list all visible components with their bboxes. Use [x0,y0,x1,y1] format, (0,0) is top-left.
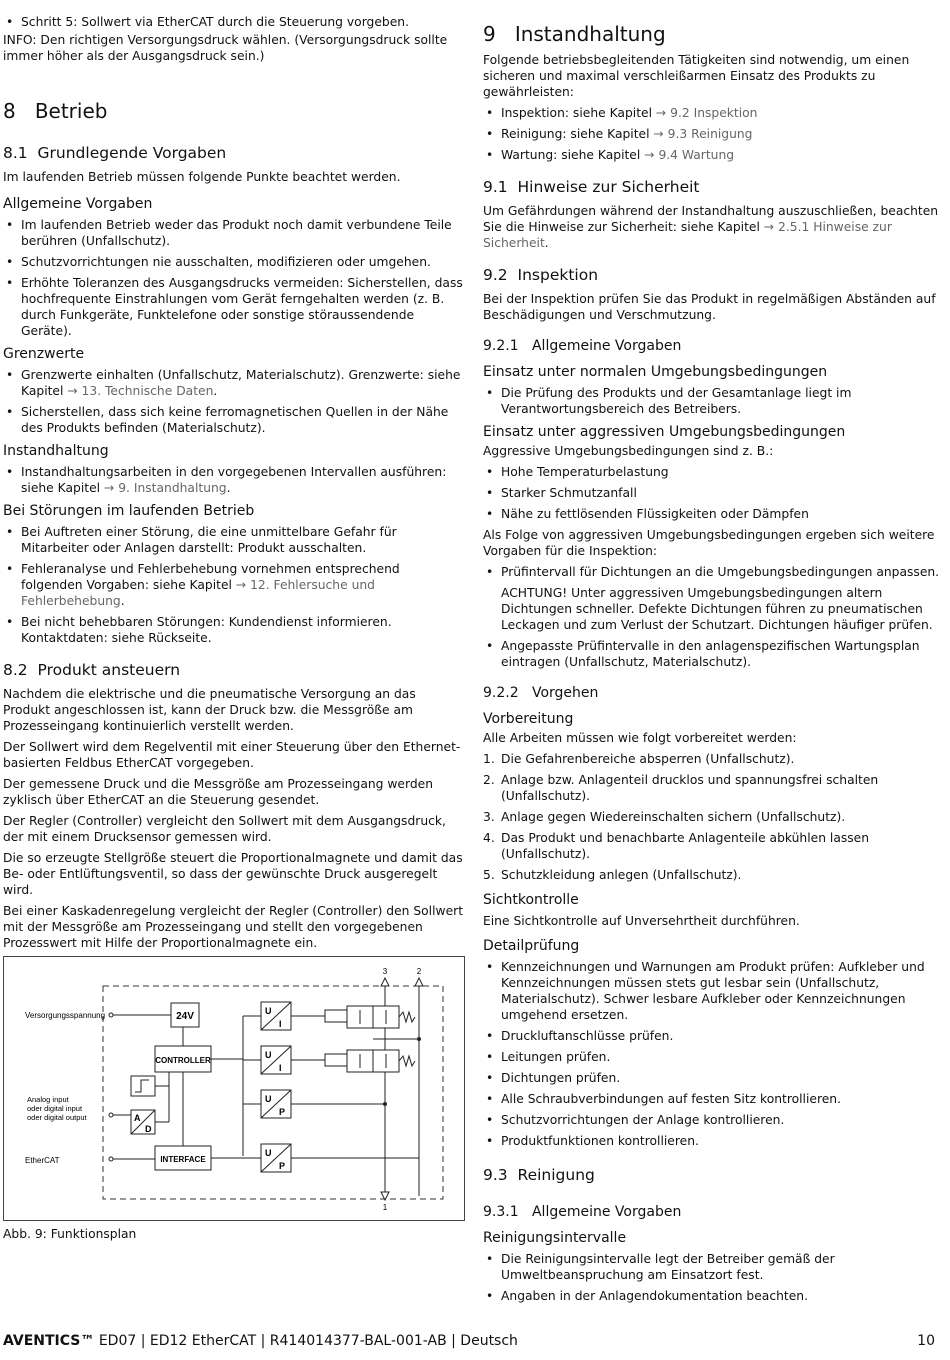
list-item: • Angepasste Prüfintervalle in den anlagenspezifischen Wartungsplan eintragen (Unfallschutz, Materialschutz). [483,638,945,670]
analog-label-1: Analog input [27,1095,69,1104]
aggressive-conditions-list [483,464,945,522]
maintenance-list [3,464,465,496]
list-item: • Hohe Temperaturbelastung [483,464,945,480]
document-id: ED07 | ED12 EtherCAT | R414014377-BAL-001-AB | Deutsch [94,1333,518,1349]
right-column [483,22,945,1309]
paragraph: Bei einer Kaskadenregelung vergleicht der Regler (Controller) den Sollwert mit der Messgröße am Prozesseingang und stellt den vorgegebenen Prozesswert mit Hilfe der Proportionalmagnete ein. [3,904,464,950]
brand-name: AVENTICS™ [3,1333,95,1349]
svg-text:P: P [279,1107,286,1117]
subheading-stoerungen: Bei Störungen im laufenden Betrieb [3,503,255,519]
subheading-instandhaltung: Instandhaltung [3,443,109,459]
preparation-steps [483,751,945,883]
svg-text:I: I [279,1063,282,1073]
ui-block-2 [261,1046,291,1074]
section-heading-9-2-1: 9.2.1 Allgemeine Vorgaben [483,338,682,354]
section-heading-8-1: 8.1 Grundlegende Vorgaben [3,144,227,162]
list-item: • Alle Schraubverbindungen auf festen Sitz kontrollieren. [483,1091,945,1107]
list-item: • Wartung: siehe Kapitel → 9.4 Wartung [483,147,945,163]
info-note: INFO: Den richtigen Versorgungsdruck wählen. (Versorgungsdruck sollte immer höher als der Ausgangsdruck sein.) [3,33,448,63]
list-item: • Leitungen prüfen. [483,1049,945,1065]
svg-text:U: U [265,1050,272,1060]
step-item: 5. Schutzkleidung anlegen (Unfallschutz). [483,868,742,882]
ad-label-d: D [145,1124,152,1134]
svg-text:U: U [265,1006,272,1016]
list-item: • Die Prüfung des Produkts und der Gesamtanlage liegt im Verantwortungsbereich des Betreibers. [483,385,945,417]
subheading-allgemeine-vorgaben: Allgemeine Vorgaben [3,196,153,212]
list-item: • Instandhaltungsarbeiten in den vorgegebenen Intervallen ausführen: siehe Kapitel → 9. Instandhaltung. [3,464,465,496]
page-number: 10 [917,1333,935,1349]
ad-label-a: A [134,1113,141,1123]
cleaning-list [483,1251,945,1304]
inspection-rules-list [483,564,945,670]
list-item: • Grenzwerte einhalten (Unfallschutz, Materialschutz). Grenzwerte: siehe Kapitel → 13. Technische Daten. [3,367,465,399]
list-item: • Schutzvorrichtungen der Anlage kontrollieren. [483,1112,945,1128]
section-heading-9-3-1: 9.3.1 Allgemeine Vorgaben [483,1204,682,1220]
paragraph: Der Sollwert wird dem Regelventil mit einer Steuerung über den Ethernet- basierten Feldbus EtherCAT vorgegeben. [3,740,461,770]
section-heading-9-3: 9.3 Reinigung [483,1166,595,1184]
up-block-1 [261,1090,291,1118]
paragraph: Aggressive Umgebungsbedingungen sind z. B.: [483,444,774,458]
power-block-label: 24V [176,1011,194,1022]
paragraph: Eine Sichtkontrolle auf Unversehrtheit durchführen. [483,914,800,928]
paragraph: Um Gefährdungen während der Instandhaltung auszuschließen, beachten Sie die Hinweise zur Sicherheit: siehe Kapitel → 2.5.1 Hinweise zur Sicherheit. [483,204,939,250]
subheading-reinigungsintervalle: Reinigungsintervalle [483,1230,627,1246]
figure-caption: Abb. 9: Funktionsplan [3,1227,137,1241]
section-heading-8-2: 8.2 Produkt ansteuern [3,661,181,679]
chapter-link[interactable]: 2.5.1 Hinweise zur Sicherheit [483,220,892,250]
port-3-label: 3 [382,967,388,976]
paragraph: Der gemessene Druck und die Messgröße am Prozesseingang werden zyklisch über EtherCAT an die Steuerung gesendet. [3,777,434,807]
list-item: • Sicherstellen, dass sich keine ferromagnetischen Quellen in der Nähe des Produkts befinden (Materialschutz). [3,404,465,436]
paragraph: Die so erzeugte Stellgröße steuert die Proportionalmagnete und damit das Be- oder Entlüftungsventil, so dass der gewünschte Druck ausgeregelt wird. [3,851,463,897]
section-heading-9: 9 Instandhaltung [483,22,666,46]
section-heading-9-2-2: 9.2.2 Vorgehen [483,685,599,701]
analog-label-3: oder digital output [27,1113,87,1122]
step-list [3,14,465,30]
list-item: • Inspektion: siehe Kapitel → 9.2 Inspektion [483,105,945,121]
paragraph: Alle Arbeiten müssen wie folgt vorbereitet werden: [483,731,797,745]
subheading-grenzwerte: Grenzwerte [3,346,85,362]
left-column [3,14,465,956]
list-item: • Nähe zu fettlösenden Flüssigkeiten oder Dämpfen [483,506,945,522]
analog-label-2: oder digital input [27,1104,83,1113]
chapter-link[interactable]: 9. Instandhaltung [118,481,227,495]
step-item: 3. Anlage gegen Wiedereinschalten sichern (Unfallschutz). [483,810,846,824]
section-heading-9-1: 9.1 Hinweise zur Sicherheit [483,178,700,196]
up-block-2 [261,1144,291,1172]
subheading-vorbereitung: Vorbereitung [483,711,574,727]
chapter-link[interactable]: 9.3 Reinigung [667,127,753,141]
list-item: • Dichtungen prüfen. [483,1070,945,1086]
paragraph: Folgende betriebsbegleitenden Tätigkeiten sind notwendig, um einen sicheren und maximal verschleißarmen Einsatz des Produkts zu gewährleisten: [483,53,910,99]
svg-text:U: U [265,1148,272,1158]
list-item: • Produktfunktionen kontrollieren. [483,1133,945,1149]
list-item: • Kennzeichnungen und Warnungen am Produkt prüfen: Aufkleber und Kennzeichnungen müssen stets gut lesbar sein (Unfallschutz, Materialschutz). Schwer lesbare Aufkleber oder Kennzeichnungen umgehend ersetzen. [483,959,945,1023]
paragraph: Der Regler (Controller) vergleicht den Sollwert mit dem Ausgangsdruck, der mit einem Drucksensor gemessen wird. [3,814,446,844]
svg-text:U: U [265,1094,272,1104]
chapter-link[interactable]: 13. Technische Daten [81,384,214,398]
detail-check-list [483,959,945,1149]
list-item: • Bei nicht behebbaren Störungen: Kundendienst informieren. Kontaktdaten: siehe Rückseite. [3,614,465,646]
faults-list [3,524,465,646]
port-2-label: 2 [416,967,422,976]
limits-list [3,367,465,436]
section-heading-9-2: 9.2 Inspektion [483,266,599,284]
step-item: 1. Die Gefahrenbereiche absperren (Unfallschutz). [483,752,795,766]
page-footer [3,1333,943,1349]
list-item: • Bei Auftreten einer Störung, die eine unmittelbare Gefahr für Mitarbeiter oder Anlagen darstellt: Produkt ausschalten. [3,524,465,556]
list-item: • Starker Schmutzanfall [483,485,945,501]
list-item: • Reinigung: siehe Kapitel → 9.3 Reinigung [483,126,945,142]
paragraph: Nachdem die elektrische und die pneumatische Versorgung an das Produkt angeschlossen ist, kann der Druck bzw. die Messgröße am Prozesseingang kontinuierlich verstellt werden. [3,687,416,733]
caution-note: ACHTUNG! Unter aggressiven Umgebungsbedingungen altern Dichtungen schneller. Defekte Dichtungen führen zu pneumatischen Leckagen und zum Verlust der Schutzart. Dichtungen häufiger prüfen. [501,586,933,632]
general-rules-list [3,217,465,339]
step-item: 4. Das Produkt und benachbarte Anlagenteile abkühlen lassen (Unfallschutz). [483,831,870,861]
svg-text:I: I [279,1019,282,1029]
list-item: • Fehleranalyse und Fehlerbehebung vornehmen entsprechend folgenden Vorgaben: siehe Kapitel → 12. Fehlersuche und Fehlerbehebung. [3,561,465,609]
list-item: • Schutzvorrichtungen nie ausschalten, modifizieren oder umgehen. [3,254,465,270]
interface-label: INTERFACE [160,1155,206,1164]
chapter-link[interactable]: 12. Fehlersuche und Fehlerbehebung [21,578,375,608]
ui-block-1 [261,1002,291,1030]
port-1-label: 1 [382,1203,388,1212]
paragraph: Im laufenden Betrieb müssen folgende Punkte beachtet werden. [3,170,401,184]
paragraph: Bei der Inspektion prüfen Sie das Produkt in regelmäßigen Abständen auf Beschädigungen und Verschmutzung. [483,292,936,322]
function-diagram [3,956,465,1221]
list-item: • Schritt 5: Sollwert via EtherCAT durch die Steuerung vorgeben. [3,14,465,30]
maintenance-tasks-list [483,105,945,163]
switch-block [131,1076,155,1096]
list-item: • Erhöhte Toleranzen des Ausgangsdrucks vermeiden: Sicherstellen, dass hochfrequente Einstrahlungen vom Gerät ferngehalten werden (z. B. durch Funkgeräte, Funktelefone oder sonstige störaussendende Geräte). [3,275,465,339]
subheading-sichtkontrolle: Sichtkontrolle [483,892,579,908]
list-item: • Druckluftanschlüsse prüfen. [483,1028,945,1044]
subheading-normal-conditions: Einsatz unter normalen Umgebungsbedingungen [483,364,828,380]
supply-label: Versorgungsspannung [25,1011,106,1020]
list-item: • Im laufenden Betrieb weder das Produkt noch damit verbundene Teile berühren (Unfallschutz). [3,217,465,249]
section-heading-8: 8 Betrieb [3,99,108,123]
svg-text:P: P [279,1161,286,1171]
controller-label: CONTROLLER [155,1056,211,1065]
ethercat-label: EtherCAT [25,1156,60,1165]
list-item: • Angaben in der Anlagendokumentation beachten. [483,1288,945,1304]
list-item: • Prüfintervall für Dichtungen an die Umgebungsbedingungen anpassen. ACHTUNG! Unter aggressiven Umgebungsbedingungen altern Dichtungen schneller. Defekte Dichtungen führen zu pneumatischen Leckagen und zum Verlust der Schutzart. Dichtungen häufiger prüfen. [483,564,945,633]
subheading-detailpruefung: Detailprüfung [483,938,580,954]
subheading-aggressive-conditions: Einsatz unter aggressiven Umgebungsbedingungen [483,424,846,440]
step-item: 2. Anlage bzw. Anlagenteil drucklos und spannungsfrei schalten (Unfallschutz). [483,773,879,803]
paragraph: Als Folge von aggressiven Umgebungsbedingungen ergeben sich weitere Vorgaben für die Inspektion: [483,528,935,558]
chapter-link[interactable]: 9.4 Wartung [658,148,735,162]
control-paragraphs [3,686,465,951]
chapter-link[interactable]: 9.2 Inspektion [670,106,758,120]
list-item: • Die Reinigungsintervalle legt der Betreiber gemäß der Umweltbeanspruchung am Einsatzort fest. [483,1251,945,1283]
normal-conditions-list [483,385,945,417]
